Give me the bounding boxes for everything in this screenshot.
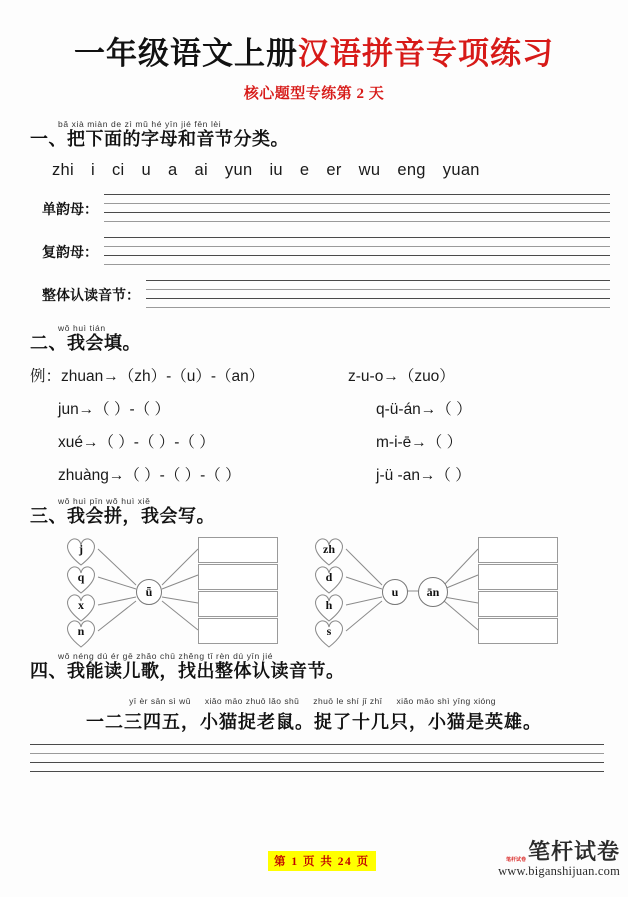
fill-in-left[interactable]: 例：zhuan→（zh）-（u）-（an） [30, 368, 265, 386]
diagram-left [62, 535, 282, 647]
category-label: 整体认读音节： [42, 289, 140, 305]
poem-ruby-syllable: yīng [452, 695, 471, 706]
syllable-item: zhi [52, 161, 74, 180]
poem-ruby-syllable: yī [129, 695, 137, 706]
syllable-item: er [326, 161, 342, 180]
poem-ruby-syllable: zhī [369, 695, 383, 706]
heart-shape [312, 619, 346, 649]
fill-in-left[interactable]: jun→（ ）-（ ） [58, 401, 170, 419]
writing-guide-lines[interactable] [104, 194, 610, 224]
title-block [0, 0, 628, 103]
heart-label: n [77, 624, 85, 639]
heart-shape [64, 565, 98, 595]
heart-label: zh [323, 542, 335, 557]
poem-ruby-syllable: zhuō [245, 695, 266, 706]
poem-ruby-syllable: jǐ [362, 695, 367, 706]
syllable-item: a [167, 161, 178, 180]
answer-box[interactable] [198, 591, 278, 617]
poem-ruby-syllable: sān [150, 695, 166, 706]
section-two-ruby: wǒ huì tián [58, 323, 106, 334]
section-two-title: 二、我会填。 [30, 333, 141, 354]
section-two-head [0, 323, 628, 354]
syllable-item: u [141, 161, 151, 180]
fill-in-right[interactable]: m-i-ē→（ ） [376, 434, 463, 452]
fill-in-rows [30, 364, 628, 485]
brand-url: www.biganshijuan.com [498, 864, 620, 878]
answer-box[interactable] [478, 564, 558, 590]
brand-mark-icon: 笔杆试卷 [505, 856, 526, 863]
section-three-title: 三、我会拼，我会写。 [30, 506, 215, 527]
poem-ruby-syllable: māo [416, 695, 435, 706]
fill-in-row [30, 364, 628, 386]
final-node: ān [418, 577, 448, 607]
diagram-right [310, 535, 560, 647]
section-one-ruby: bǎ xià miàn de zì mǔ hé yīn jié fēn lèi [58, 118, 222, 129]
heart-shape [312, 565, 346, 595]
poem-ruby-syllable: māo [225, 695, 243, 706]
poem-ruby-syllable: sì [168, 695, 177, 706]
poem-ruby-syllable: wǔ [179, 695, 191, 706]
answer-box[interactable] [478, 618, 558, 644]
answer-box[interactable] [478, 537, 558, 563]
poem-ruby-syllable: èr [139, 695, 148, 706]
syllable-item: wu [358, 161, 381, 180]
title-red-part: 汉语拼音专项练习 [298, 36, 554, 71]
fill-in-left[interactable]: zhuàng→（ ）-（ ）-（ ） [58, 467, 241, 485]
heart-label: s [326, 624, 332, 639]
poem-ruby-syllable: shí [346, 695, 360, 706]
section-three [0, 496, 628, 647]
category-answer-rows [42, 194, 628, 310]
heart-shape [64, 537, 98, 567]
poem-ruby-syllable: lǎo [268, 695, 282, 706]
section-four [0, 651, 628, 774]
fill-in-right[interactable]: j-ü -an→（ ） [376, 467, 471, 485]
category-label: 单韵母： [42, 203, 98, 219]
fill-in-row [30, 430, 628, 452]
section-two [0, 323, 628, 485]
poem-text: 一二三四五，小猫捉老鼠。捉了十几只，小猫是英雄。 [86, 711, 542, 732]
fill-in-row [30, 463, 628, 485]
poem-ruby-syllable: zhuō [313, 695, 334, 706]
writing-guide-lines[interactable] [30, 744, 604, 774]
section-four-title: 四、我能读儿歌，找出整体认读音节。 [30, 661, 345, 682]
vowel-node: u [382, 579, 408, 605]
fill-in-right[interactable]: q-ü-án→（ ） [376, 401, 472, 419]
syllable-list [52, 161, 628, 180]
section-one-head [0, 119, 628, 150]
syllable-item: yuan [442, 161, 480, 180]
fill-in-row [30, 397, 628, 419]
answer-box[interactable] [198, 564, 278, 590]
page-subtitle: 核心题型专练第 2 天 [243, 85, 385, 102]
heart-label: j [79, 542, 83, 557]
category-row [42, 194, 628, 224]
writing-guide-lines[interactable] [104, 237, 610, 267]
poem-ruby-syllable: shì [437, 695, 450, 706]
brand-name-row [498, 841, 620, 863]
category-label: 复韵母： [42, 246, 98, 262]
brand-name: 笔杆试卷 [527, 839, 620, 864]
poem-ruby-syllable: xiǎo [396, 695, 414, 706]
section-four-ruby: wǒ néng dú ér gē zhǎo chū zhěng tǐ rèn dú yīn jié [58, 651, 274, 662]
answer-box[interactable] [478, 591, 558, 617]
syllable-item: iu [269, 161, 283, 180]
section-three-ruby: wǒ huì pīn wǒ huì xiě [58, 496, 151, 507]
category-row [42, 237, 628, 267]
vowel-node: ǖ [136, 579, 162, 605]
page-number: 第 1 页 共 24 页 [268, 851, 376, 871]
syllable-item: yun [224, 161, 253, 180]
poem-ruby [0, 696, 628, 706]
poem-ruby-syllable: shǔ [284, 695, 300, 706]
pinyin-link-diagrams [0, 535, 628, 647]
writing-guide-lines[interactable] [146, 280, 610, 310]
poem-ruby-syllable: xiǎo [204, 695, 223, 706]
heart-label: q [77, 570, 85, 585]
heart-shape [312, 537, 346, 567]
syllable-item: ai [194, 161, 208, 180]
fill-in-right[interactable]: z-u-o→（zuo） [348, 368, 455, 386]
section-four-head [0, 651, 628, 682]
heart-label: h [325, 598, 333, 613]
syllable-item: i [91, 161, 95, 180]
fill-in-left[interactable]: xué→（ ）-（ ）-（ ） [58, 434, 215, 452]
poem-ruby-syllable: le [336, 695, 344, 706]
syllable-item: ci [111, 161, 125, 180]
heart-label: d [325, 570, 333, 585]
heart-shape [64, 619, 98, 649]
brand-block [498, 841, 620, 879]
section-one-title: 一、把下面的字母和音节分类。 [30, 128, 289, 149]
category-row [42, 280, 628, 310]
section-three-head [0, 496, 628, 527]
answer-box[interactable] [198, 618, 278, 644]
answer-box[interactable] [198, 537, 278, 563]
page-title [0, 36, 628, 72]
heart-label: x [78, 598, 84, 613]
syllable-item: e [299, 161, 310, 180]
syllable-item: eng [397, 161, 426, 180]
page-footer [0, 841, 628, 887]
title-black-part: 一年级语文上册 [74, 36, 298, 71]
section-one [0, 119, 628, 311]
poem-answer-guide [30, 744, 604, 774]
poem-ruby-syllable: xióng [473, 695, 496, 706]
